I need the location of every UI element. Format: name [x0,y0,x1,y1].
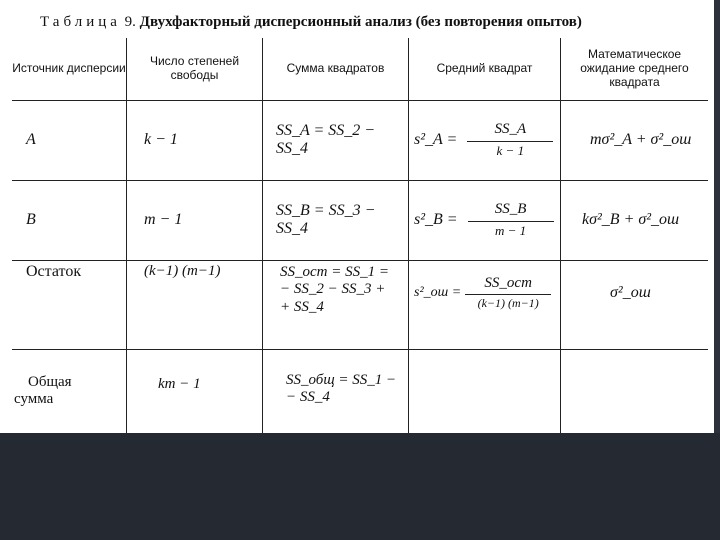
source-line: Общая [28,374,72,390]
row-df: m − 1 [144,210,183,228]
ms-lhs: s²_A = [414,130,458,148]
header-df: Число степеней свободы [149,54,240,82]
fraction-bar [468,221,554,222]
header-ms: Средний квадрат [436,61,533,76]
header-ss: Сумма квадратов [286,61,385,76]
page-edge-shadow [714,0,720,433]
row-ems: mσ²_A + σ²_ош [590,130,692,148]
ms-denominator: (k−1) (m−1) [477,296,539,311]
anova-table [12,38,708,433]
row-df: km − 1 [158,376,201,393]
ms-fraction [465,275,551,311]
caption-label: Таблица [40,14,121,30]
ss-line: − SS_4 [286,389,330,406]
ss-line: + SS_4 [280,298,324,315]
dark-footer-band [0,433,720,540]
ms-denominator: k − 1 [496,142,525,158]
caption-number: 9. [124,14,136,30]
row-ems: σ²_ош [610,283,651,301]
row-ss: SS_B = SS_3 − SS_4 [276,201,376,237]
source-line: сумма [14,391,54,408]
row-df: k − 1 [144,130,178,148]
row-ss [280,260,408,353]
row-source [14,374,126,416]
ss-line: − SS_2 − SS_3 + [280,281,386,298]
ms-lhs: s²_B = [414,210,458,228]
row-ms [414,180,560,260]
ms-numerator: SS_ост [484,274,532,291]
row-source: A [26,130,36,148]
row-source: Остаток [26,262,82,280]
header-ems: Математическое ожидание среднего квадрата [580,47,689,89]
ms-numerator: SS_A [494,121,527,138]
row-ms [414,100,560,180]
row-ems: kσ²_B + σ²_ош [582,210,680,228]
header-source: Источник дисперсии [12,61,126,76]
caption-title: Двухфакторный дисперсионный анализ (без повторения опытов) [139,14,582,30]
row-ss: SS_A = SS_2 − SS_4 [276,121,376,157]
row-ss [286,372,408,422]
fraction-bar [467,141,553,142]
row-source: B [26,210,36,228]
row-df: (k−1) (m−1) [144,263,221,280]
caption [40,14,582,31]
ms-fraction [467,121,553,158]
ms-lhs: s²_ош = [414,284,462,300]
ss-line: SS_ост = SS_1 = [280,264,389,280]
ms-fraction [468,201,554,238]
ms-denominator: m − 1 [495,222,527,238]
ms-numerator: SS_B [494,201,527,218]
ss-line: SS_общ = SS_1 − [286,372,397,388]
row-ms [414,260,560,326]
fraction-bar [465,294,551,295]
